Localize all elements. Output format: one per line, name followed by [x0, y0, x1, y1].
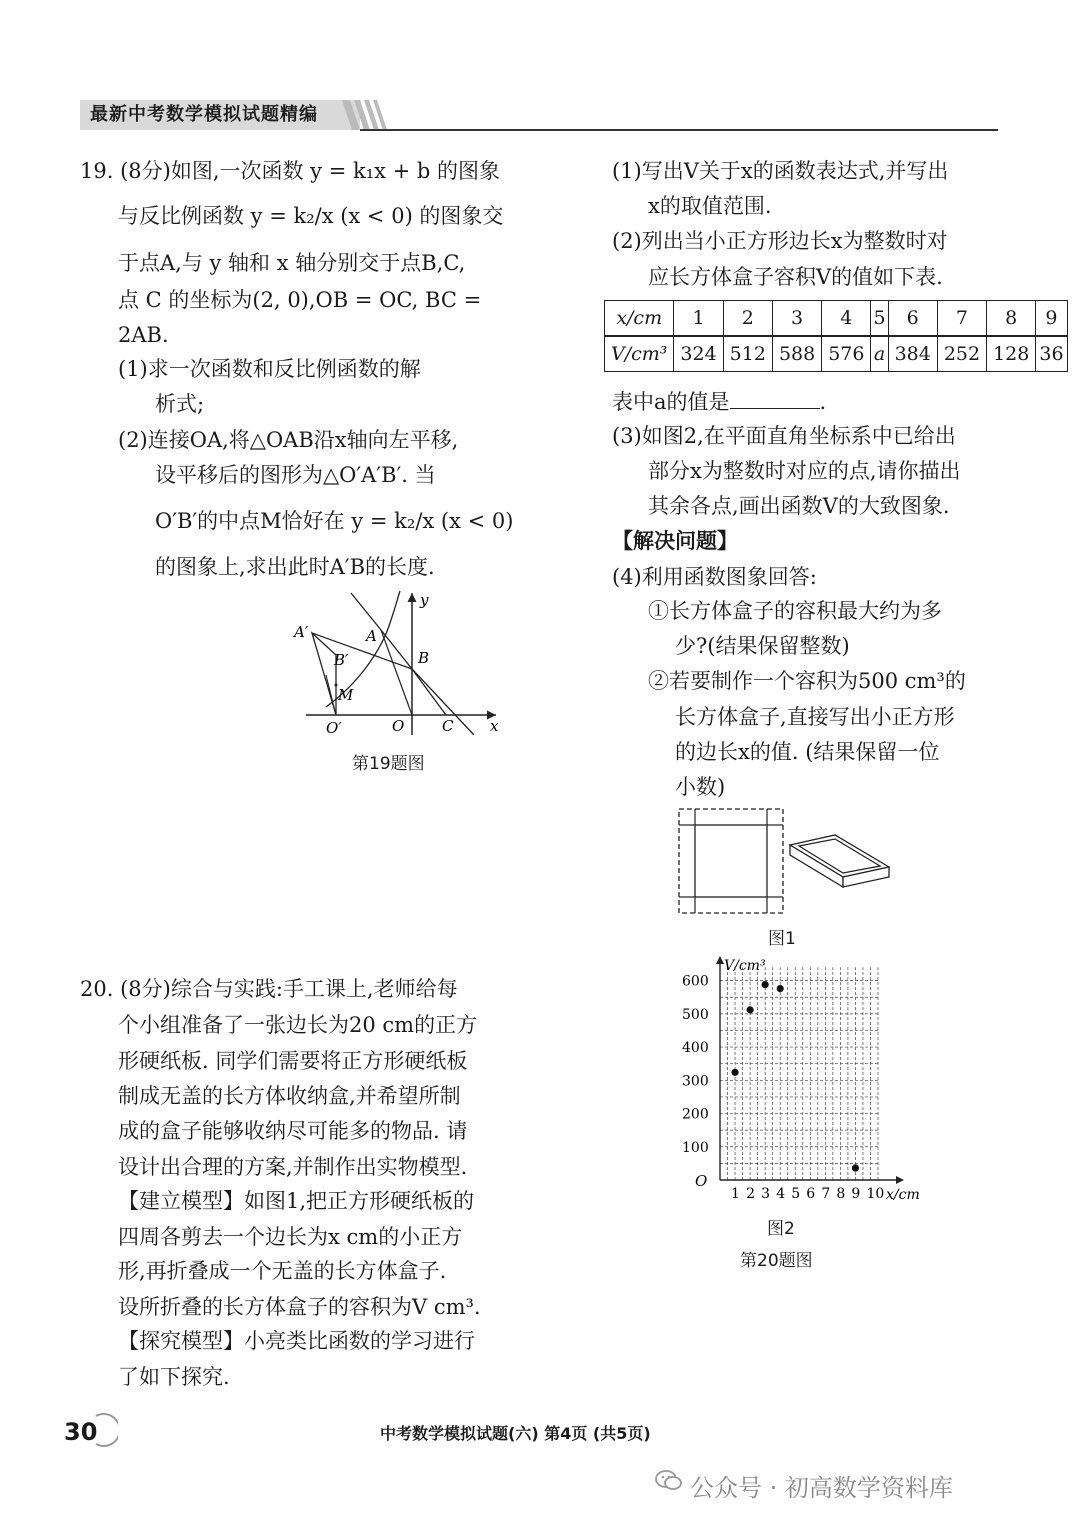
- section-heading: 【解决问题】: [612, 528, 738, 553]
- header-stripes: [342, 100, 402, 130]
- fig1-caption: 图1: [768, 929, 796, 949]
- y-tick-label: 200: [682, 1106, 709, 1123]
- triangle-o1a1b1: [312, 633, 336, 715]
- label-y: y: [420, 591, 429, 609]
- q20-line: 个小组准备了一张边长为20 cm的正方: [118, 1013, 478, 1037]
- q20-line: 形硬纸板. 同学们需要将正方形硬纸板: [118, 1049, 468, 1073]
- x-tick-label: 3: [761, 1186, 771, 1202]
- x-tick-label: 10: [866, 1186, 885, 1202]
- watermark-text: 公众号 · 初高数学资料库: [690, 1474, 953, 1502]
- x-tick-label: 2: [746, 1186, 756, 1202]
- q19-line: 点 C 的坐标为(2, 0),OB = OC, BC =: [118, 288, 482, 312]
- data-point: [777, 985, 784, 992]
- part4-line: ①长方体盒子的容积最大约为多: [648, 599, 942, 623]
- x-tick-label: 1: [731, 1186, 740, 1202]
- table-cell: 8: [987, 301, 1036, 337]
- q20-line: 设所折叠的长方体盒子的容积为V cm³.: [118, 1295, 481, 1319]
- table-cell: 6: [888, 301, 937, 337]
- label-a1: A′: [294, 623, 309, 641]
- table-row: [605, 336, 1068, 372]
- label-m: M: [338, 686, 354, 704]
- q19-line: 与反比例函数 y = k₂/x (x < 0) 的图象交: [118, 204, 504, 228]
- q20-line: 形,再折叠成一个无盖的长方体盒子.: [118, 1259, 447, 1283]
- table-cell: 576: [822, 336, 871, 372]
- q20-line: 设计出合理的方案,并制作出实物模型.: [118, 1155, 468, 1179]
- header-rule: [360, 129, 998, 131]
- page-number: 30: [64, 1418, 98, 1446]
- part4-line: ②若要制作一个容积为500 cm³的: [648, 669, 966, 693]
- x-tick-label: 9: [851, 1186, 861, 1202]
- label-o1: O′: [326, 719, 342, 737]
- part4-line: 小数): [675, 775, 726, 799]
- table-cell: 3: [772, 301, 821, 337]
- q20-line: 了如下探究.: [118, 1365, 230, 1389]
- table-cell: 9: [1036, 301, 1067, 337]
- table-cell: x/cm: [605, 301, 674, 337]
- table-cell: 588: [772, 336, 821, 372]
- q19-figure: [286, 585, 506, 745]
- x-tick-label: 6: [806, 1186, 816, 1202]
- label-o: O: [392, 717, 405, 735]
- x-axis-arrow: [896, 1176, 904, 1184]
- q20-line: 成的盒子能够收纳尽可能多的物品. 请: [118, 1119, 468, 1143]
- q19-line: (1)求一次函数和反比例函数的解: [118, 357, 421, 381]
- chart-grid: [720, 967, 878, 1180]
- y-tick-label: 300: [682, 1073, 709, 1090]
- part4-line: 长方体盒子,直接写出小正方形: [675, 705, 955, 729]
- q20-line: 【建立模型】如图1,把正方形硬纸板的: [118, 1189, 475, 1213]
- q20-line: 四周各剪去一个边长为x cm的小正方: [118, 1225, 463, 1249]
- y-tick-label: 500: [682, 1006, 709, 1023]
- volume-table: [604, 300, 1068, 372]
- table-cell: 7: [937, 301, 986, 337]
- table-cell: 1: [674, 301, 723, 337]
- fig2-caption: 图2: [767, 1219, 795, 1239]
- label-b1: B′: [334, 651, 349, 669]
- wechat-icon: [654, 1466, 684, 1494]
- table-cell: 36: [1036, 336, 1067, 372]
- part3-line: (3)如图2,在平面直角坐标系中已给出: [612, 424, 956, 448]
- table-cell: a: [871, 336, 888, 372]
- y-axis-arrow: [716, 956, 724, 964]
- box-base: [695, 825, 767, 897]
- x-tick-label: 5: [791, 1186, 801, 1202]
- x-axis-label: x/cm: [886, 1187, 920, 1203]
- table-cell: 512: [723, 336, 772, 372]
- x-tick-label: 4: [776, 1186, 786, 1202]
- q19-line: 析式;: [155, 392, 205, 416]
- figure-2-chart: [660, 952, 935, 1207]
- part2-line: (2)列出当小正方形边长x为整数时对: [612, 229, 948, 253]
- figure-1: [675, 805, 895, 920]
- label-a: A: [366, 627, 377, 645]
- x-tick-label: 7: [821, 1186, 831, 1202]
- label-c: C: [442, 717, 454, 735]
- table-cell: 324: [674, 336, 723, 372]
- label-b: B: [418, 649, 430, 667]
- table-row: [605, 301, 1068, 337]
- part3-line: 其余各点,画出函数V的大致图象.: [648, 494, 950, 518]
- q20-line: 20. (8分)综合与实践:手工课上,老师给每: [80, 977, 458, 1001]
- q19-line: 19. (8分)如图,一次函数 y = k₁x + b 的图象: [80, 159, 501, 183]
- q19-line: 2AB.: [118, 323, 169, 347]
- y-tick-label: 400: [682, 1040, 709, 1057]
- table-cell: 4: [822, 301, 871, 337]
- answer-blank[interactable]: [730, 388, 820, 409]
- x-tick-label: 8: [836, 1186, 846, 1202]
- y-tick-label: 100: [682, 1139, 709, 1156]
- q19-line: O′B′的中点M恰好在 y = k₂/x (x < 0): [155, 509, 514, 533]
- fig20-caption: 第20题图: [740, 1251, 813, 1271]
- y-tick-label: 600: [682, 973, 709, 990]
- data-point: [731, 1069, 738, 1076]
- fill-a-prefix: 表中a的值是: [612, 390, 730, 414]
- table-cell: V/cm³: [605, 336, 674, 372]
- q20-line: 【探究模型】小亮类比函数的学习进行: [118, 1329, 475, 1353]
- part4-line: 的边长x的值. (结果保留一位: [675, 740, 940, 764]
- part1-line: (1)写出V关于x的函数表达式,并写出: [612, 159, 949, 183]
- page-header: [80, 100, 998, 134]
- label-x: x: [490, 717, 499, 735]
- table-cell: 5: [871, 301, 888, 337]
- table-cell: 252: [937, 336, 986, 372]
- table-cell: 2: [723, 301, 772, 337]
- part1-line: x的取值范围.: [648, 194, 772, 218]
- fill-a-suffix: .: [819, 390, 827, 414]
- data-point: [746, 1006, 753, 1013]
- footer-text: 中考数学模拟试题(六) 第4页 (共5页): [380, 1424, 651, 1443]
- part4-line: (4)利用函数图象回答:: [612, 565, 817, 589]
- part4-line: 少?(结果保留整数): [675, 634, 850, 658]
- q19-line: 于点A,与 y 轴和 x 轴分别交于点B,C,: [118, 251, 466, 275]
- page-number-badge: [58, 1412, 118, 1448]
- table-cell: 128: [987, 336, 1036, 372]
- fill-a-line: [612, 388, 826, 415]
- q19-line: 设平移后的图形为△O′A′B′. 当: [155, 463, 436, 487]
- q19-line: 的图象上,求出此时A′B的长度.: [155, 555, 435, 579]
- part3-line: 部分x为整数时对应的点,请你描出: [648, 459, 961, 483]
- q19-caption: 第19题图: [352, 754, 425, 774]
- table-cell: 384: [888, 336, 937, 372]
- part2-line: 应长方体盒子容积V的值如下表.: [648, 265, 943, 289]
- q20-line: 制成无盖的长方体收纳盒,并希望所制: [118, 1084, 461, 1108]
- q19-line: (2)连接OA,将△OAB沿x轴向左平移,: [118, 428, 459, 452]
- data-point: [852, 1164, 859, 1171]
- origin-label: O: [695, 1172, 708, 1190]
- header-title: 最新中考数学模拟试题精编: [80, 100, 360, 130]
- open-box: [790, 835, 889, 887]
- y-axis-label: V/cm³: [724, 958, 766, 974]
- data-point: [762, 981, 769, 988]
